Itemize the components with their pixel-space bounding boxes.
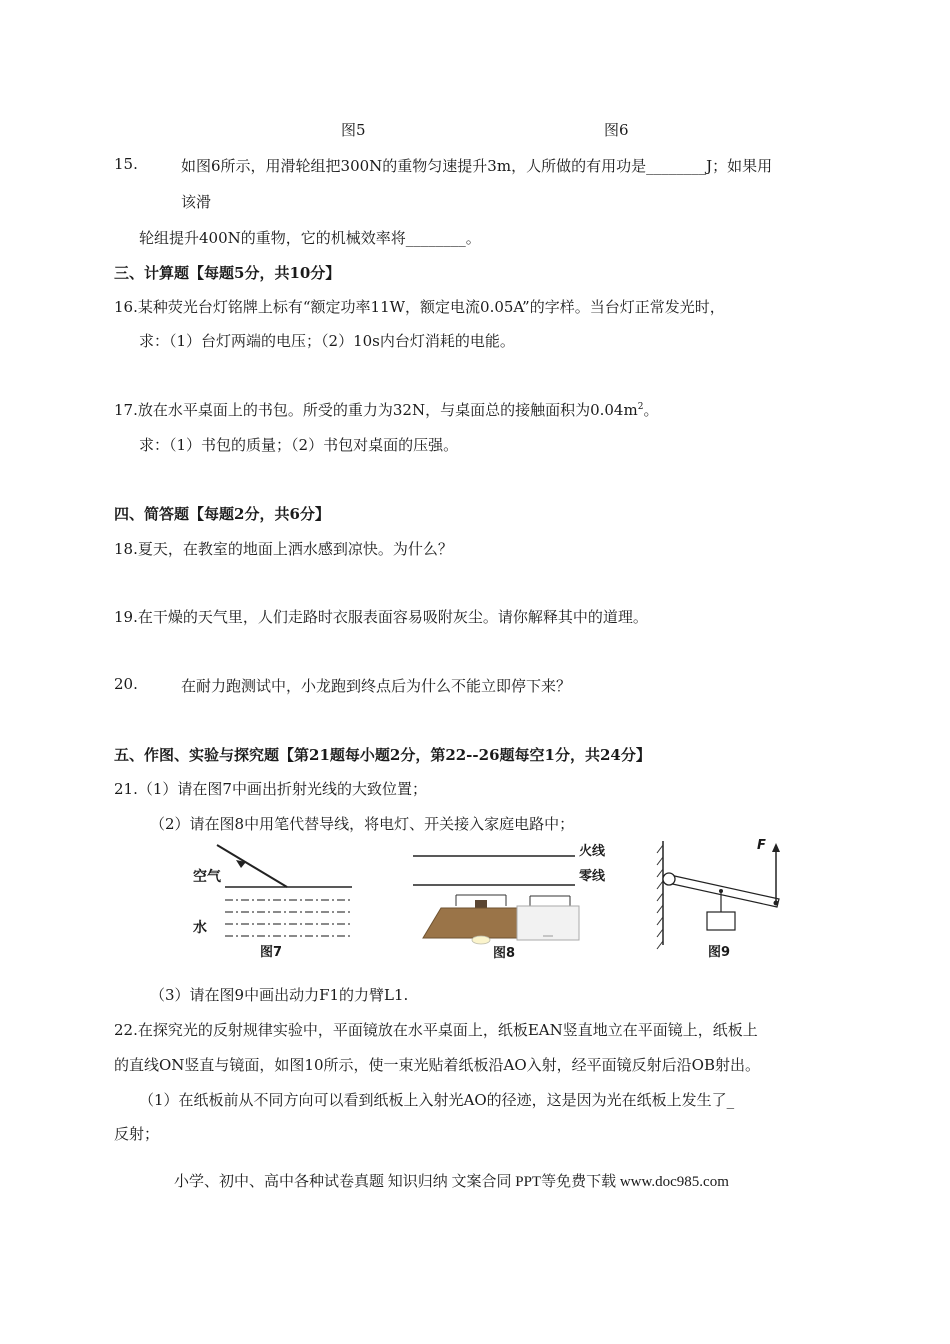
label-neutral-wire: 零线 (579, 869, 606, 884)
label-air: 空气 (193, 869, 221, 885)
figure-7-caption: 图7 (260, 945, 283, 960)
q17-line1-end: 。 (643, 401, 659, 419)
figure-9 (650, 835, 790, 967)
figure-8-caption: 图8 (493, 946, 516, 961)
page-footer: 小学、初中、高中各种试卷真题 知识归纳 文案合同 PPT等免费下载 www.doc985.com (174, 1174, 729, 1190)
wall-hatch-3 (657, 869, 663, 877)
q17-line2: 求：（1）书包的质量；（2）书包对桌面的压强。 (139, 436, 459, 454)
figure-5-caption: 图5 (341, 121, 366, 139)
q15-line2: 该滑 (181, 193, 212, 211)
force-arrow (772, 843, 780, 852)
q17-line1-text: 17.放在水平桌面上的书包。所受的重力为32N，与桌面总的接触面积为0.04m (114, 401, 638, 419)
q22-line4: 反射； (114, 1125, 160, 1143)
q15-line1: 如图6所示，用滑轮组把300N的重物匀速提升3m，人所做的有用功是________J；如果用 (181, 157, 773, 175)
section-5-title: 五、作图、实验与探究题【第21题每小题2分，第22--26题每空1分，共24分】 (114, 746, 651, 764)
wall-hatch-1 (657, 845, 663, 853)
q22-line1: 22.在探究光的反射规律实验中，平面镜放在水平桌面上，纸板EAN竖直地立在平面镜上，纸板上 (114, 1021, 758, 1039)
label-live-wire: 火线 (579, 844, 606, 859)
figure-6-caption: 图6 (604, 121, 629, 139)
q16-line1: 16.某种荧光台灯铭牌上标有“额定功率11W，额定电流0.05A”的字样。当台灯正常发光时， (114, 298, 725, 316)
q21-line2: （2）请在图8中用笔代替导线，将电灯、开关接入家庭电路中； (150, 815, 575, 833)
lever-bar (668, 875, 779, 907)
section-3-title: 三、计算题【每题5分，共10分】 (114, 264, 341, 282)
q18-text: 18.夏天，在教室的地面上洒水感到凉快。为什么？ (114, 540, 453, 558)
q22-line2: 的直线ON竖直与镜面，如图10所示，使一束光贴着纸板沿AO入射，经平面镜反射后沿OB射出。 (114, 1056, 760, 1074)
label-water: 水 (193, 920, 207, 936)
incident-ray (217, 845, 287, 887)
wall-hatch-9 (657, 941, 663, 949)
weight-block (707, 912, 735, 930)
q16-line2: 求：（1）台灯两端的电压；（2）10s内台灯消耗的电能。 (139, 332, 515, 350)
wall-hatch-5 (657, 893, 663, 901)
q20-number: 20. (114, 675, 138, 693)
wall-hatch-8 (657, 929, 663, 937)
wall-hatch-6 (657, 905, 663, 913)
figure-7 (180, 840, 370, 965)
q22-line3: （1）在纸板前从不同方向可以看到纸板上入射光AO的径迹，这是因为光在纸板上发生了_ (139, 1091, 735, 1109)
q21-line1: 21.（1）请在图7中画出折射光线的大致位置； (114, 780, 427, 798)
lamp-bulb (472, 936, 490, 944)
section-4-title: 四、简答题【每题2分，共6分】 (114, 505, 330, 523)
lamp-cap (475, 900, 487, 908)
pivot (663, 873, 675, 885)
label-force: F (757, 838, 766, 853)
wall-hatch-7 (657, 917, 663, 925)
q15-number: 15. (114, 155, 138, 173)
q17-superscript: 2 (637, 402, 644, 412)
q21-line3: （3）请在图9中画出动力F1的力臂L1. (150, 986, 409, 1004)
q15-line3: 轮组提升400N的重物，它的机械效率将________。 (139, 229, 481, 247)
q17-line1 (114, 399, 658, 420)
switch-box (517, 906, 579, 940)
wall-hatch-4 (657, 881, 663, 889)
q20-text: 在耐力跑测试中，小龙跑到终点后为什么不能立即停下来？ (181, 677, 572, 695)
figure-9-caption: 图9 (708, 945, 731, 960)
q19-text: 19.在干燥的天气里，人们走路时衣服表面容易吸附灰尘。请你解释其中的道理。 (114, 608, 648, 626)
wall-hatch-2 (657, 857, 663, 865)
figure-8 (405, 838, 625, 966)
